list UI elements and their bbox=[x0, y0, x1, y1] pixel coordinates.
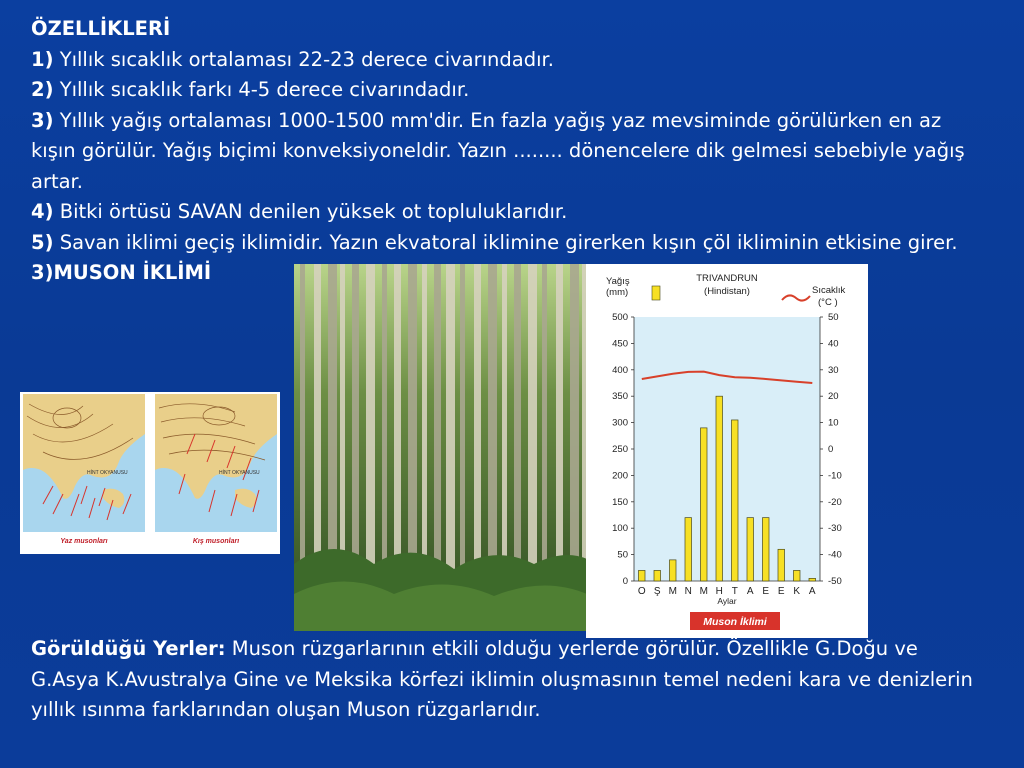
x-tick-label: M bbox=[699, 586, 708, 597]
x-tick-label: H bbox=[715, 586, 723, 597]
feature-item-2 bbox=[31, 75, 991, 106]
y-left-label-1: Yağış bbox=[606, 276, 630, 287]
locations-body: Muson rüzgarlarının etkili olduğu yerlerde görülür. Özellikle G.Doğu ve G.Asya K.Avustralya Gine ve Meksika körfezi iklimin oluşmasının temel nedeni kara ve denizlerin yıllık ısınma farklarından oluşan Muson rüzgarlarıdır. bbox=[31, 637, 973, 721]
x-axis-label: Aylar bbox=[717, 596, 737, 606]
climate-chart-svg bbox=[586, 264, 868, 638]
precipitation-bar bbox=[716, 396, 723, 581]
precip-legend-swatch bbox=[652, 286, 660, 300]
right-tick-label: 40 bbox=[828, 338, 839, 350]
precipitation-bar bbox=[654, 570, 661, 581]
monsoon-maps-figure bbox=[20, 392, 280, 554]
feature-item-4 bbox=[31, 197, 991, 228]
right-tick-label: -30 bbox=[828, 523, 842, 535]
feature-num-1: 1) bbox=[31, 47, 54, 71]
precipitation-bar bbox=[700, 428, 707, 581]
left-tick-label: 50 bbox=[617, 549, 628, 561]
left-tick-label: 400 bbox=[612, 364, 628, 376]
precipitation-bar bbox=[778, 549, 785, 581]
right-tick-label: 50 bbox=[828, 312, 839, 323]
feature-num-4: 4) bbox=[31, 200, 54, 223]
precipitation-bar bbox=[793, 570, 800, 581]
left-tick-label: 250 bbox=[612, 444, 628, 455]
feature-num-3: 3) bbox=[31, 108, 54, 132]
x-tick-label: M bbox=[668, 586, 677, 597]
feature-text-2: Yıllık sıcaklık farkı 4-5 derece civarındadır. bbox=[59, 78, 470, 101]
feature-text-4: Bitki örtüsü SAVAN denilen yüksek ot topluluklarıdır. bbox=[59, 200, 568, 223]
right-tick-label: -40 bbox=[828, 549, 842, 561]
left-tick-label: 200 bbox=[612, 470, 628, 482]
features-text bbox=[31, 14, 991, 289]
y-right-label-1: Sıcaklık bbox=[812, 285, 846, 296]
feature-item-1 bbox=[31, 45, 991, 76]
locations-label: Görüldüğü Yerler: bbox=[31, 637, 226, 660]
precipitation-bar bbox=[809, 578, 816, 581]
climate-chart bbox=[586, 264, 868, 638]
precipitation-bar bbox=[731, 420, 738, 581]
precipitation-bar bbox=[685, 518, 692, 581]
feature-text-1: Yıllık sıcaklık ortalaması 22-23 derece civarındadır. bbox=[59, 47, 554, 71]
ocean-label-left: HİNT OKYANUSU bbox=[87, 470, 128, 476]
x-tick-label: A bbox=[746, 586, 754, 597]
ocean-label-right: HİNT OKYANUSU bbox=[219, 470, 260, 476]
right-tick-label: -10 bbox=[828, 470, 842, 482]
right-tick-label: 30 bbox=[828, 364, 839, 376]
locations-paragraph bbox=[31, 634, 991, 726]
left-tick-label: 300 bbox=[612, 417, 628, 429]
x-tick-label: Ş bbox=[653, 586, 661, 597]
right-tick-label: -50 bbox=[828, 576, 842, 587]
bamboo-forest-image bbox=[294, 264, 587, 631]
locations-text bbox=[31, 634, 991, 726]
feature-text-5: Savan iklimi geçiş iklimidir. Yazın ekvatoral iklimine girerken kışın çöl ikliminin etkisine girer. bbox=[59, 230, 958, 254]
summer-monsoon-map bbox=[23, 394, 145, 532]
plot-area bbox=[634, 317, 820, 581]
precipitation-bar bbox=[669, 560, 676, 581]
x-tick-label: E bbox=[762, 586, 770, 597]
x-tick-label: E bbox=[777, 586, 785, 597]
right-tick-label: 10 bbox=[828, 417, 839, 429]
left-tick-label: 100 bbox=[612, 523, 628, 535]
precipitation-bar bbox=[747, 518, 754, 581]
right-tick-label: 0 bbox=[828, 444, 834, 455]
right-tick-label: -20 bbox=[828, 496, 842, 508]
chart-title: TRIVANDRUN bbox=[696, 273, 758, 284]
left-tick-label: 150 bbox=[612, 496, 628, 508]
feature-num-5: 5) bbox=[31, 230, 54, 254]
feature-num-2: 2) bbox=[31, 78, 54, 101]
section-title: 3)MUSON İKLİMİ bbox=[31, 261, 212, 284]
feature-item-5 bbox=[31, 228, 991, 259]
precipitation-bar bbox=[638, 570, 645, 581]
x-tick-label: O bbox=[637, 586, 646, 597]
summer-monsoon-caption: Yaz musonları bbox=[60, 538, 108, 545]
features-heading: ÖZELLİKLERİ bbox=[31, 17, 171, 40]
left-tick-label: 450 bbox=[612, 338, 628, 350]
left-tick-label: 350 bbox=[612, 391, 628, 403]
winter-monsoon-caption: Kış musonları bbox=[192, 538, 240, 545]
temp-legend-swatch bbox=[782, 295, 810, 300]
winter-monsoon-map bbox=[155, 394, 277, 532]
x-tick-label: T bbox=[731, 586, 738, 597]
feature-text-3: Yıllık yağış ortalaması 1000-1500 mm'dir. En fazla yağış yaz mevsiminde görülürken en az kışın görülür. Yağış biçimi konveksiyoneldir. Yazın ........ dönencelere dik gelmesi sebebiyle yağış artar. bbox=[31, 108, 965, 193]
y-left-label-2: (mm) bbox=[606, 287, 629, 298]
feature-item-3 bbox=[31, 106, 991, 198]
chart-subtitle: (Hindistan) bbox=[704, 286, 750, 297]
precipitation-bar bbox=[762, 518, 769, 581]
right-tick-label: 20 bbox=[828, 391, 839, 403]
x-tick-label: A bbox=[808, 586, 816, 597]
y-right-label-2: (°C ) bbox=[818, 297, 838, 308]
x-tick-label: N bbox=[684, 586, 692, 597]
bamboo-forest-photo bbox=[294, 264, 587, 631]
x-tick-label: K bbox=[793, 586, 801, 597]
left-tick-label: 500 bbox=[612, 312, 628, 323]
chart-footer: Muson İklimi bbox=[703, 616, 767, 628]
left-tick-label: 0 bbox=[622, 576, 628, 587]
